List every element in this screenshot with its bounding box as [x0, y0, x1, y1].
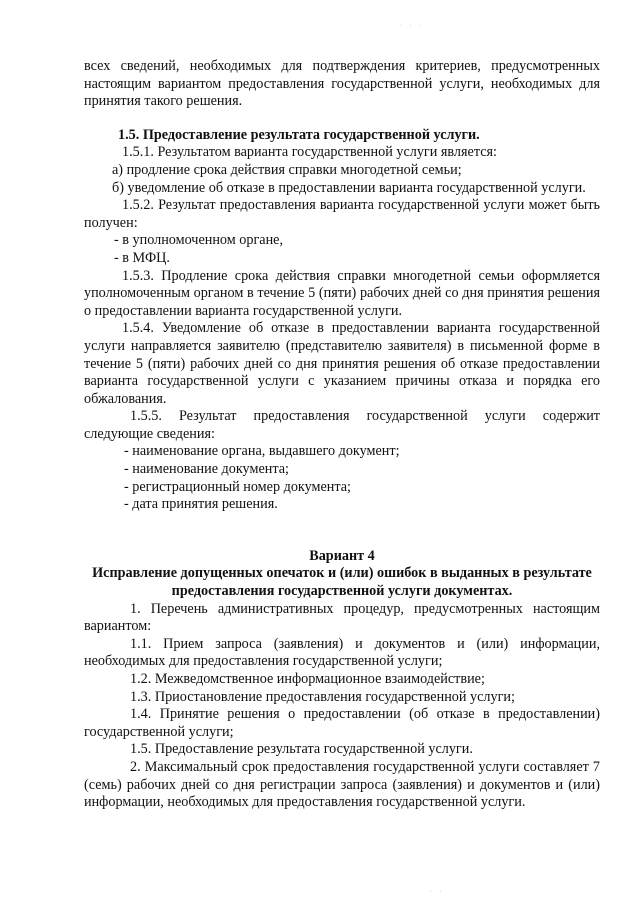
list-item-a: а) продление срока действия справки многодетной семьи;: [112, 161, 462, 178]
paragraph-1-5-5: 1.5.5. Результат предоставления государственной услуги содержит следующие сведения:: [84, 408, 600, 442]
procedure-1-2: 1.2. Межведомственное информационное взаимодействие;: [130, 671, 485, 687]
paragraph-max-term: 2. Максимальный срок предоставления государственной услуги составляет 7 (семь) рабочих дней со дня регистрации запроса (заявления) и документов и (или) информации, необходимых для предоставления государственной услуги.: [84, 758, 600, 811]
procedure-1-5: 1.5. Предоставление результата государственной услуги.: [130, 741, 473, 758]
paragraph-2-1: 1. Перечень административных процедур, предусмотренных настоящим вариантом:: [84, 600, 600, 635]
section-heading-1-5: 1.5. Предоставление результата государственной услуги.: [118, 126, 480, 143]
paragraph-1-5-3: 1.5.3. Продление срока действия справки многодетной семьи оформляется уполномоченным органом в течение 5 (пяти) рабочих дней со дня принятия решения о предоставлении варианта государственной услуги.: [84, 267, 600, 319]
list-item-reg-number: - регистрационный номер документа;: [124, 478, 351, 495]
list-item-doc-name: - наименование документа;: [124, 461, 289, 478]
variant-label: Вариант 4: [309, 547, 375, 564]
list-item-decision-date: - дата принятия решения.: [124, 496, 278, 513]
procedure-1-1: 1.1. Прием запроса (заявления) и документов и (или) информации, необходимых для предоставления государственной услуги;: [84, 635, 600, 670]
list-item-organ: - наименование органа, выдавшего документ;: [124, 443, 400, 460]
list-item-mfc: - в МФЦ.: [114, 249, 170, 266]
procedure-1-4: 1.4. Принятие решения о предоставлении (об отказе в предоставлении) государственной услуги;: [84, 706, 600, 740]
procedure-1-3: 1.3. Приостановление предоставления государственной услуги;: [130, 688, 515, 705]
list-item-authority: - в уполномоченном органе,: [114, 232, 284, 249]
scan-specks: · · ·: [400, 23, 424, 29]
list-item-b: б) уведомление об отказе в предоставлении варианта государственной услуги.: [112, 179, 586, 196]
paragraph-1-5-2: 1.5.2. Результат предоставления варианта государственной услуги может быть получен:: [84, 197, 600, 231]
variant-title: Исправление допущенных опечаток и (или) ошибок в выданных в результате предоставления государственной услуги документах.: [92, 565, 592, 600]
paragraph-1-5-1: 1.5.1. Результатом варианта государственной услуги является:: [122, 144, 497, 161]
paragraph-1-5-4: 1.5.4. Уведомление об отказе в предоставлении варианта государственной услуги направляется заявителю (представителю заявителя) в письменной форме в течение 5 (пяти) рабочих дней со дня принятия решения об отказе предоставлении варианта государственной услуги с указанием причины отказа и порядка его обжалования.: [84, 320, 600, 407]
scan-specks-bottom: · ·: [430, 889, 445, 895]
paragraph-criteria: всех сведений, необходимых для подтверждения критериев, предусмотренных настоящим вариантом предоставления государственной услуги, необходимых для принятия такого решения.: [84, 58, 600, 110]
